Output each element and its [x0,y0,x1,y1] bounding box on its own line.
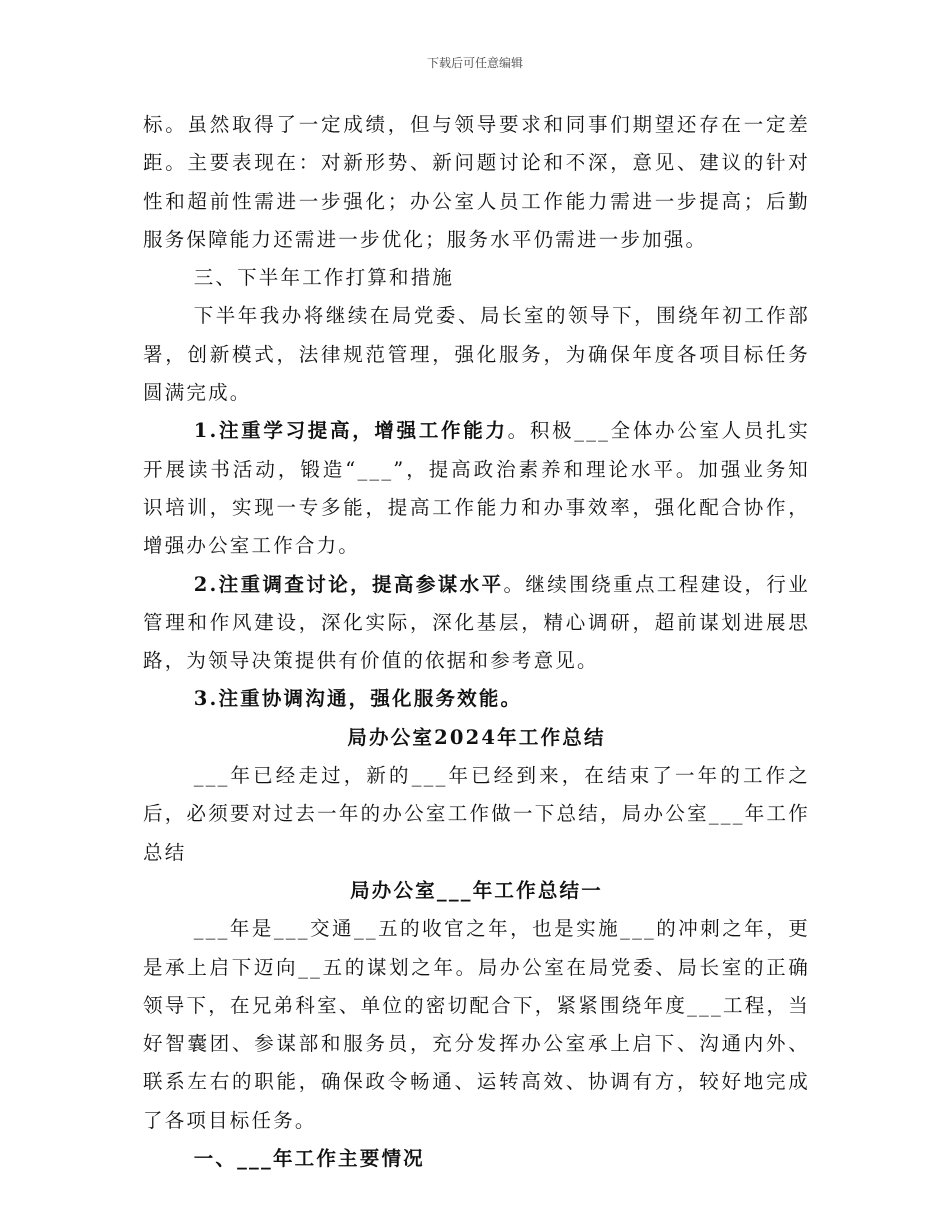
document-subtitle: 局办公室___年工作总结一 [350,878,603,902]
document-body [143,106,810,1178]
document-title: 局办公室2024年工作总结 [347,725,606,749]
page-header: 下载后可任意编辑 [426,56,523,70]
measure-2-lead: 2.注重调查讨论，提高参谋水平 [193,572,504,596]
measure-2-text: 。继续围绕重点工程建设，行业管理和作风建设，深化实际，深化基层，精心调研，超前谋划进展思路，为领导决策提供有价值的依据和参考意见。 [143,572,811,673]
measure-1-lead: 1.注重学习提高，增强工作能力 [193,419,508,443]
paragraph-measure-3: 3.注重协调沟通，强化服务效能。 [193,687,523,711]
measure-1-text: 。积极___全体办公室人员扎实开展读书活动，锻造“___”，提高政治素养和理论水平。加强业务知识培训，实现一专多能，提高工作能力和办事效率，强化配合协作，增强办公室工作合力。 [143,419,810,558]
paragraph-measure-2 [143,566,810,681]
paragraph-measure-1 [143,412,810,565]
paragraph-overview: ___年是___交通__五的收官之年，也是实施___的冲刺之年，更是承上启下迈向__五的谋划之年。局办公室在局党委、局长室的正确领导下，在兄弟科室、单位的密切配合下，紧紧围绕年度___工程，当好智囊团、参谋部和服务员，充分发挥办公室承上启下、沟通内外、联系左右的职能，确保政令畅通、运转高效、协调有方，较好地完成了各项目标任务。 [143,917,810,1132]
paragraph-shortcomings: 标。虽然取得了一定成绩，但与领导要求和同事们期望还存在一定差距。主要表现在：对新形势、新问题讨论和不深，意见、建议的针对性和超前性需进一步强化；办公室人员工作能力需进一步提高；后勤服务保障能力还需进一步优化；服务水平仍需进一步加强。 [143,113,810,251]
section-heading-plans: 三、下半年工作打算和措施 [193,266,455,290]
section-heading-main-work: 一、___年工作主要情况 [193,1147,425,1171]
paragraph-intro: ___年已经走过，新的___年已经到来，在结束了一年的工作之后，必须要对过去一年的办公室工作做一下总结，局办公室___年工作总结 [143,764,810,864]
paragraph-plans-intro: 下半年我办将继续在局党委、局长室的领导下，围绕年初工作部署，创新模式，法律规范管理，强化服务，为确保年度各项目标任务圆满完成。 [143,304,810,405]
